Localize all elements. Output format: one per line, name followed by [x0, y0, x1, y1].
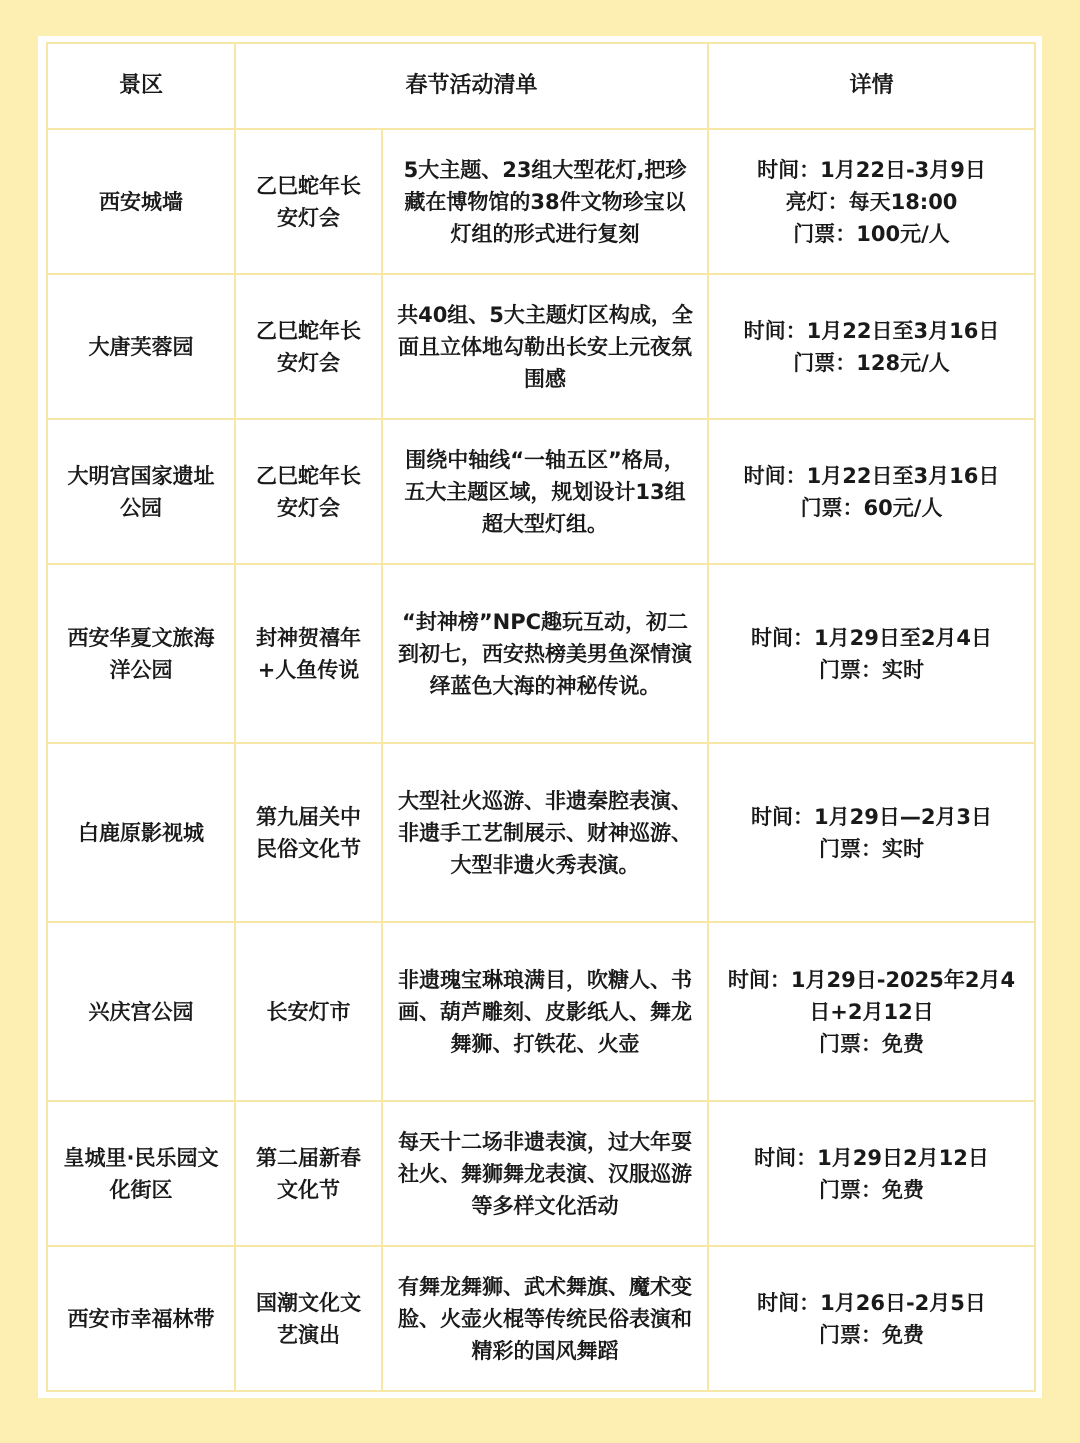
scenic-cell: 西安城墙 [47, 129, 235, 274]
details-cell [708, 129, 1035, 274]
event-name-cell: 第九届关中民俗文化节 [235, 743, 382, 922]
description-cell: 有舞龙舞狮、武术舞旗、魔术变脸、火壶火棍等传统民俗表演和精彩的国风舞蹈 [382, 1246, 708, 1391]
description-cell: “封神榜”NPC趣玩互动，初二到初七，西安热榜美男鱼深情演绎蓝色大海的神秘传说。 [382, 564, 708, 743]
details-cell [708, 564, 1035, 743]
table-row [47, 564, 1035, 743]
detail-line: 门票：免费 [819, 1031, 925, 1056]
detail-line: 亮灯：每天18:00 [785, 189, 958, 214]
description-cell: 非遗瑰宝琳琅满目，吹糖人、书画、葫芦雕刻、皮影纸人、舞龙舞狮、打铁花、火壶 [382, 922, 708, 1101]
table-row [47, 1101, 1035, 1246]
table-row [47, 743, 1035, 922]
table-row [47, 922, 1035, 1101]
table-row [47, 129, 1035, 274]
spring-festival-table [46, 42, 1036, 1392]
event-name-cell: 封神贺禧年+人鱼传说 [235, 564, 382, 743]
scenic-cell: 兴庆宫公园 [47, 922, 235, 1101]
detail-line: 时间：1月29日-2025年2月4日+2月12日 [727, 967, 1016, 1024]
description-cell: 大型社火巡游、非遗秦腔表演、非遗手工艺制展示、财神巡游、大型非遗火秀表演。 [382, 743, 708, 922]
detail-line: 门票：128元/人 [793, 350, 950, 375]
description-cell: 共40组、5大主题灯区构成，全面且立体地勾勒出长安上元夜氛围感 [382, 274, 708, 419]
scenic-cell: 西安市幸福林带 [47, 1246, 235, 1391]
event-name-cell: 国潮文化文艺演出 [235, 1246, 382, 1391]
detail-line: 时间：1月29日至2月4日 [750, 625, 993, 650]
scenic-cell: 白鹿原影视城 [47, 743, 235, 922]
description-cell: 5大主题、23组大型花灯,把珍藏在博物馆的38件文物珍宝以灯组的形式进行复刻 [382, 129, 708, 274]
detail-line: 时间：1月26日-2月5日 [757, 1290, 986, 1315]
event-name-cell: 长安灯市 [235, 922, 382, 1101]
detail-line: 时间：1月22日至3月16日 [743, 318, 1000, 343]
detail-line: 门票：实时 [819, 836, 925, 861]
table-header-row [47, 43, 1035, 129]
header-scenic: 景区 [47, 43, 235, 129]
details-cell [708, 743, 1035, 922]
description-cell: 围绕中轴线“一轴五区”格局，五大主题区域，规划设计13组超大型灯组。 [382, 419, 708, 564]
detail-line: 门票：100元/人 [793, 221, 950, 246]
detail-line: 时间：1月29日2月12日 [754, 1145, 989, 1170]
scenic-cell: 大明宫国家遗址公园 [47, 419, 235, 564]
scenic-cell: 皇城里·民乐园文化街区 [47, 1101, 235, 1246]
detail-line: 门票：免费 [819, 1322, 925, 1347]
event-name-cell: 第二届新春文化节 [235, 1101, 382, 1246]
detail-line: 时间：1月22日至3月16日 [743, 463, 1000, 488]
scenic-cell: 大唐芙蓉园 [47, 274, 235, 419]
scenic-cell: 西安华夏文旅海洋公园 [47, 564, 235, 743]
table-row [47, 274, 1035, 419]
details-cell [708, 1101, 1035, 1246]
detail-line: 门票：免费 [819, 1177, 925, 1202]
table-row [47, 1246, 1035, 1391]
details-cell [708, 1246, 1035, 1391]
detail-line: 门票：实时 [819, 657, 925, 682]
detail-line: 时间：1月29日—2月3日 [750, 804, 993, 829]
header-activities: 春节活动清单 [235, 43, 708, 129]
activity-table-card [38, 36, 1042, 1398]
details-cell [708, 274, 1035, 419]
header-details: 详情 [708, 43, 1035, 129]
table-row [47, 419, 1035, 564]
description-cell: 每天十二场非遗表演，过大年耍社火、舞狮舞龙表演、汉服巡游等多样文化活动 [382, 1101, 708, 1246]
detail-line: 门票：60元/人 [800, 495, 943, 520]
event-name-cell: 乙巳蛇年长安灯会 [235, 419, 382, 564]
event-name-cell: 乙巳蛇年长安灯会 [235, 274, 382, 419]
details-cell [708, 922, 1035, 1101]
details-cell [708, 419, 1035, 564]
event-name-cell: 乙巳蛇年长安灯会 [235, 129, 382, 274]
detail-line: 时间：1月22日-3月9日 [757, 157, 986, 182]
